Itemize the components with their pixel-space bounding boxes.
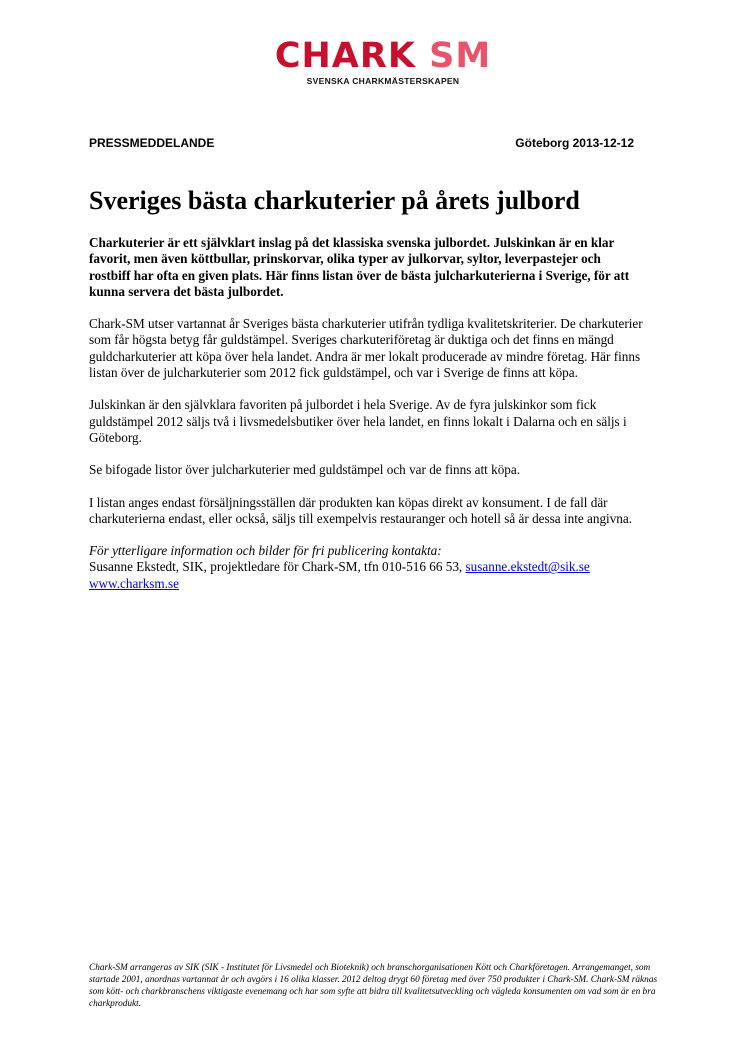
chark-sm-logo bbox=[268, 38, 498, 86]
contact-block bbox=[89, 543, 644, 592]
footer-note: Chark-SM arrangeras av SIK (SIK - Institutet för Livsmedel och Bioteknik) och branschorganisationen Kött och Charkföretagen. Arrangemanget, som startade 2001, anordnas vartannat år och avgörs i 16 olika klasser. 2012 deltog drygt 60 företag med över 750 produkter i Chark-SM. Chark-SM räknas som kött- och charkbranschens viktigaste evenemang och har som syfte att bidra till kvalitetsutveckling och vägleda konsumenten om vad som är en bra charkprodukt. bbox=[89, 963, 658, 1009]
page-title: Sveriges bästa charkuterier på årets julbord bbox=[89, 186, 580, 215]
contact-person: Susanne Ekstedt, SIK, projektledare för Chark-SM, tfn 010-516 66 53, bbox=[89, 559, 466, 575]
logo-chark-text: CHARK bbox=[274, 36, 416, 76]
logo-wordmark bbox=[268, 38, 498, 74]
body-paragraph: Julskinkan är den självklara favoriten på julbordet i hela Sverige. Av de fyra julskinkor som fick guldstämpel 2012 säljs två i livsmedelsbutiker över hela landet, en finns lokalt i Dalarna och en säljs i Göteborg. bbox=[89, 397, 627, 445]
place-date: Göteborg 2013-12-12 bbox=[515, 136, 634, 150]
body-paragraph: I listan anges endast försäljningsställen där produkten kan köpas direkt av konsument. I de fall där charkuterierna endast, eller också, säljs till exempelvis restauranger och hotell så är dessa inte angivna. bbox=[89, 494, 633, 526]
body-paragraph: Chark-SM utser vartannat år Sveriges bästa charkuterier utifrån tydliga kvalitetskriterier. De charkuterier som får högsta betyg får guldstämpel. Sveriges charkuteriföretag är duktiga och det finns en mängd guldcharkuterier att köpa över hela landet. Andra är mer lokalt producerade av mindre företag. Här finns listan över de julcharkuterier som 2012 fick guldstämpel, och var i Sverige de finns att köpa. bbox=[89, 316, 643, 381]
logo-sm-text: SM bbox=[429, 36, 492, 76]
logo-subtitle: SVENSKA CHARKMÄSTERSKAPEN bbox=[306, 76, 460, 86]
body-paragraph: Se bifogade listor över julcharkuterier med guldstämpel och var de finns att köpa. bbox=[89, 462, 521, 478]
press-release-label: PRESSMEDDELANDE bbox=[89, 136, 215, 150]
press-body bbox=[89, 235, 644, 608]
lead-paragraph: Charkuterier är ett självklart inslag på det klassiska svenska julbordet. Julskinkan är en klar favorit, men även köttbullar, prinskorvar, olika typer av julkorvar, syltor, leverpastejer och rostbiff har ofta en given plats. Här finns listan över de bästa julcharkuterierna i Sverige, för att kunna servera det bästa julbordet. bbox=[89, 235, 630, 299]
email-link[interactable]: susanne.ekstedt@sik.se bbox=[465, 559, 590, 575]
contact-intro: För ytterligare information och bilder för fri publicering kontakta: bbox=[89, 543, 442, 559]
website-link[interactable]: www.charksm.se bbox=[89, 575, 179, 591]
